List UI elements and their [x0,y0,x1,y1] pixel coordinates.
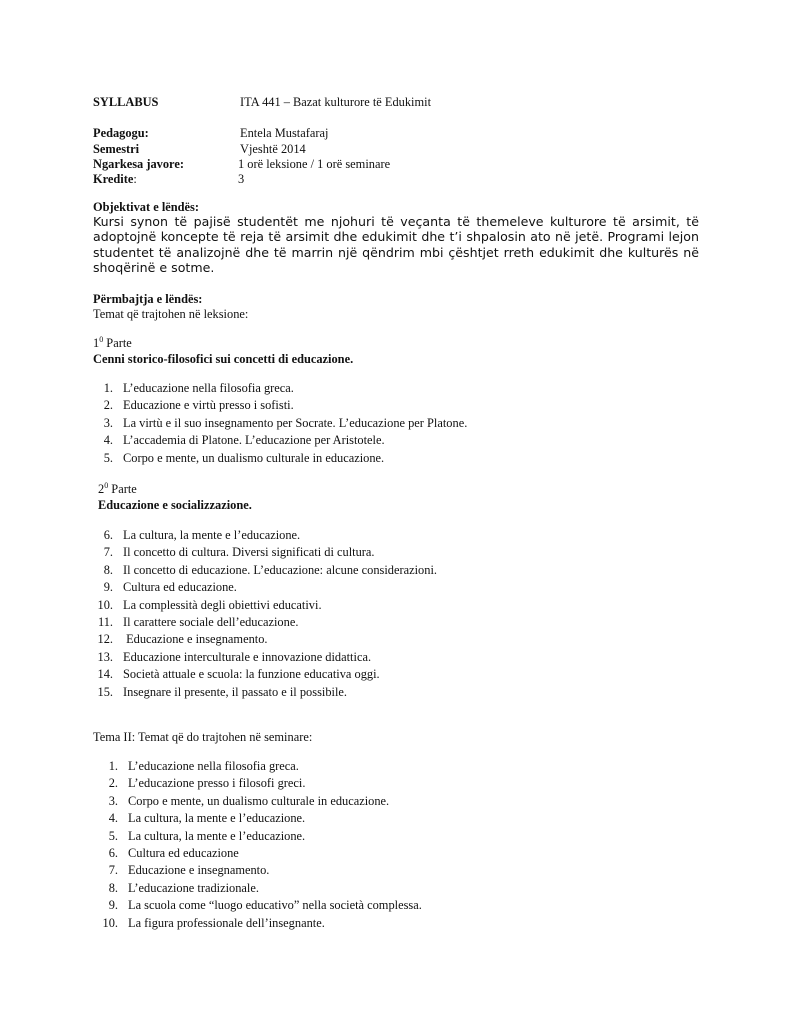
part2-num: 2 [98,482,105,496]
kredite-value: 3 [238,172,245,186]
seminare-heading: Tema II: Temat që do trajtohen në seminare: [93,730,313,744]
part2-title: Educazione e socializzazione. [98,498,252,512]
pedagogu-label: Pedagogu: [93,126,149,140]
part1-parte: Parte [103,336,132,350]
kredite-label-group [93,171,137,188]
list-item-text: Cultura ed educazione [128,845,239,860]
list-item-text: Il carattere sociale dell’educazione. [123,614,299,629]
list-item-number: 12. [97,632,113,647]
list-item-number: 2. [108,776,118,791]
list-item-number: 5. [103,450,113,465]
list-item-text: La virtù e il suo insegnamento per Socrate. L’educazione per Platone. [123,415,468,430]
syllabus-label: SYLLABUS [93,95,159,109]
ngarkesa-value: 1 orë leksione / 1 orë seminare [238,157,391,171]
list-item-number: 1. [108,759,118,773]
list-item-number: 9. [103,580,113,595]
list-item-text: Educazione e insegnamento. [128,863,270,878]
list-item-text: Educazione e insegnamento. [123,632,268,647]
objektivat-heading: Objektivat e lëndës: [93,200,199,214]
list-item-number: 15. [97,684,113,699]
list-item-number: 8. [108,880,118,895]
list-item-number: 6. [108,845,118,860]
part2-sup: 0 [104,481,109,490]
semestri-label: Semestri [93,142,140,156]
list-item-text: La scuola come “luogo educativo” nella società complessa. [128,898,422,913]
list-item-text: L’educazione presso i filosofi greci. [128,776,306,791]
part1-sup: 0 [99,335,104,344]
list-item-text: La complessità degli obiettivi educativi. [123,597,322,612]
list-item-number: 6. [103,528,113,542]
list-item-text: L’educazione nella filosofia greca. [123,381,294,395]
list-item-number: 13. [97,649,113,664]
list-item-text: La cultura, la mente e l’educazione. [128,828,306,843]
list-item-number: 4. [103,433,113,448]
part1-title: Cenni storico-filosofici sui concetti di educazione. [93,352,354,366]
list-item-text: La figura professionale dell’insegnante. [128,915,325,930]
list-item-number: 10. [97,597,113,612]
kredite-label: Kredite [93,172,134,186]
objektivat-paragraph: Kursi synon të pajisë studentët me njohuri të veçanta të themeleve kulturore të arsimit, të adoptojnë koncepte të reja të arsimit dhe edukimit dhe t’i shpalosin ato në jetë. Programi lejon studentet të analizojnë dhe të marrin një qëndrim mbi çështjet rreth edukimit dhe kulturës në shoqërinë e sotme. [93,214,699,276]
list-item-text: L’educazione nella filosofia greca. [128,759,299,773]
list-item-text: La cultura, la mente e l’educazione. [123,528,301,542]
course-title: ITA 441 – Bazat kulturore të Edukimit [240,95,432,109]
semestri-value: Vjeshtë 2014 [240,142,306,156]
list-item-number: 8. [103,562,113,577]
list-item-text: Società attuale e scuola: la funzione educativa oggi. [123,667,380,682]
list-item-text: Educazione e virtù presso i sofisti. [123,398,294,413]
list-item-number: 14. [97,667,113,682]
list-item-text: L’educazione tradizionale. [128,880,259,895]
list-item-text: Cultura ed educazione. [123,580,237,595]
list-item-number: 3. [108,793,118,808]
part2-label [98,481,137,498]
list-item-text: Insegnare il presente, il passato e il possibile. [123,684,348,699]
part1-label [93,335,132,352]
list-item-number: 5. [108,828,118,843]
pedagogu-value: Entela Mustafaraj [240,126,329,140]
list-item-number: 2. [103,398,113,413]
list-item-number: 11. [97,614,113,629]
list-item-text: Corpo e mente, un dualismo culturale in educazione. [128,793,390,808]
list-item-number: 3. [103,415,113,430]
list-item-text: Il concetto di cultura. Diversi significati di cultura. [123,545,375,560]
list-item-number: 7. [108,863,118,878]
permbajtja-intro: Temat që trajtohen në leksione: [93,307,249,321]
list-item-number: 7. [103,545,113,560]
part2-parte: Parte [108,482,137,496]
list-item-number: 9. [108,898,118,913]
ngarkesa-label: Ngarkesa javore: [93,157,184,171]
permbajtja-heading: Përmbajtja e lëndës: [93,292,203,306]
list-item-text: Il concetto di educazione. L’educazione: alcune considerazioni. [123,562,437,577]
list-item-text: Corpo e mente, un dualismo culturale in educazione. [123,450,385,465]
list-item-text: La cultura, la mente e l’educazione. [128,811,306,826]
part1-num: 1 [93,336,100,350]
list-item-text: L’accademia di Platone. L’educazione per Aristotele. [123,433,385,448]
kredite-colon: : [133,172,137,186]
list-item-text: Educazione interculturale e innovazione didattica. [123,649,372,664]
list-item-number: 1. [103,381,113,395]
list-item-number: 4. [108,811,118,826]
list-item-number: 10. [102,915,118,930]
